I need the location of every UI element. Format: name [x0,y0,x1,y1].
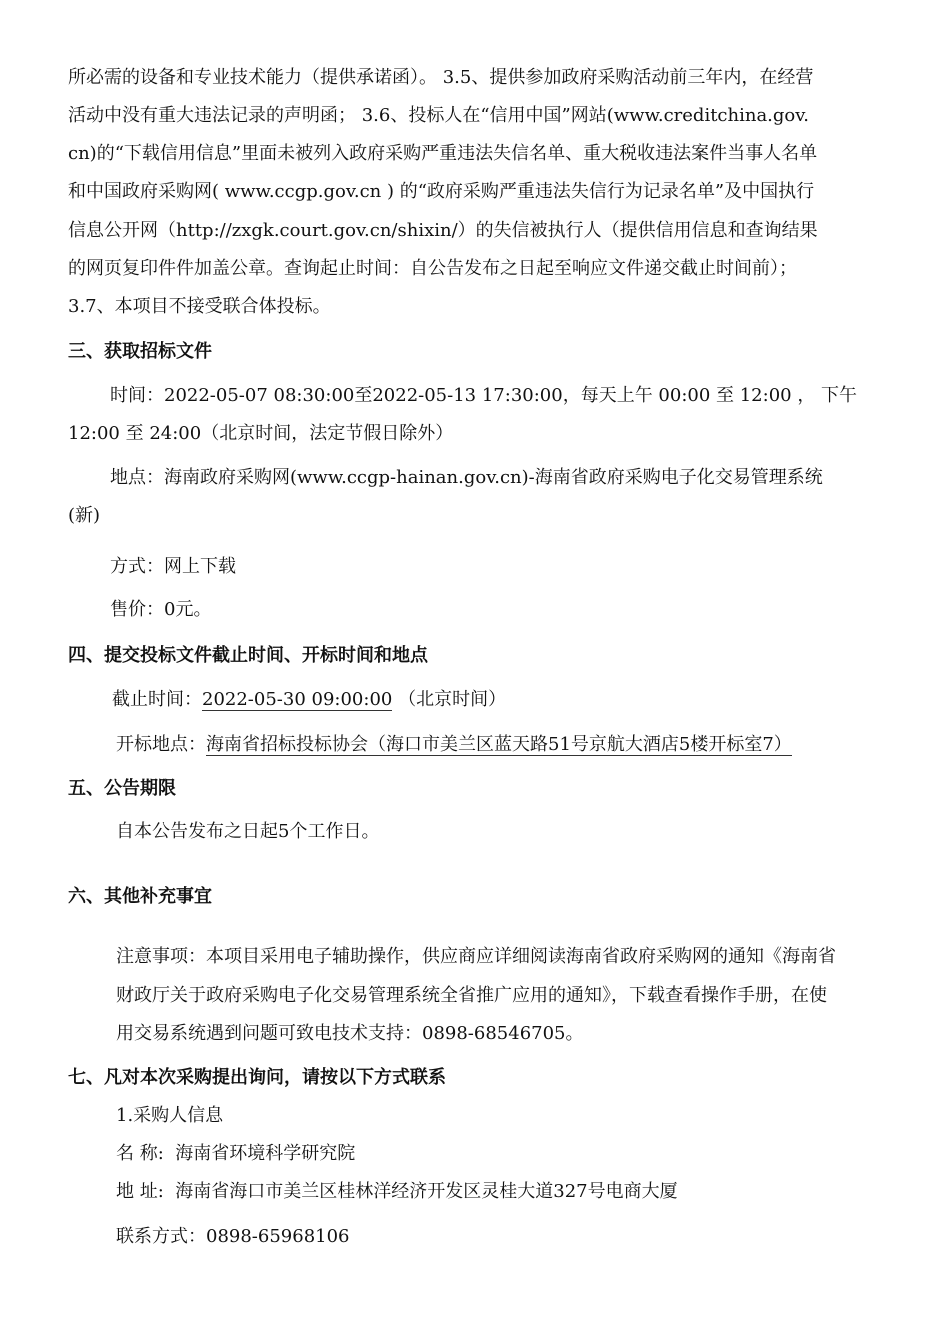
price-line: 售价：0元。 [110,599,212,620]
time-line-2: 12:00 至 24:00（北京时间，法定节假日除外） [68,423,454,444]
name-label: 名 称: [116,1143,164,1164]
para-line: 信息公开网（http://zxgk.court.gov.cn/shixin/）的失信被执行人（提供信用信息和查询结果 [68,220,818,241]
address-value: 海南省海口市美兰区桂林洋经济开发区灵桂大道327号电商大厦 [175,1181,678,1202]
purchaser-contact-line: 联系方式：0898-65968106 [116,1226,350,1247]
deadline-value: 2022-05-30 09:00:00 [202,689,393,710]
section-heading: 五、公告期限 [68,778,176,799]
notice-line: 财政厅关于政府采购电子化交易管理系统全省推广应用的通知》，下载查看操作手册，在使 [116,985,827,1006]
section-heading: 三、获取招标文件 [68,341,212,362]
para-line: 和中国政府采购网( www.ccgp.gov.cn ) 的“政府采购严重违法失信行为记录名单”及中国执行 [68,181,815,202]
para-line: 3.7、本项目不接受联合体投标。 [68,296,331,317]
para-line: 所必需的设备和专业技术能力（提供承诺函）。 3.5、提供参加政府采购活动前三年内，在经营 [68,67,814,88]
purchaser-address-line [116,1180,678,1204]
para-line: 的网页复印件件加盖公章。查询起止时间：自公告发布之日起至响应文件递交截止时间前）； [68,258,797,279]
section-heading: 七、凡对本次采购提出询问，请按以下方式联系 [68,1067,446,1088]
notice-line: 用交易系统遇到问题可致电技术支持：0898-68546705。 [116,1023,584,1044]
section-heading: 四、提交投标文件截止时间、开标时间和地点 [68,645,428,666]
purchaser-info-title: 1.采购人信息 [116,1105,224,1126]
deadline-label: 截止时间： [112,689,202,710]
open-location-line [116,733,792,757]
purchaser-name-line [116,1142,355,1166]
section-heading: 六、其他补充事宜 [68,886,212,907]
deadline-note: （北京时间） [398,689,507,710]
address-label: 地 址: [116,1181,164,1202]
method-line: 方式：网上下载 [110,556,236,577]
notice-line: 注意事项：本项目采用电子辅助操作，供应商应详细阅读海南省政府采购网的通知《海南省 [116,946,836,967]
time-line-1: 时间：2022-05-07 08:30:00至2022-05-13 17:30:00，每天上午 00:00 至 12:00 ， 下午 [110,385,858,406]
name-value: 海南省环境科学研究院 [175,1143,356,1164]
deadline-line [112,688,506,712]
para-line: cn)的“下载信用信息”里面未被列入政府采购严重违法失信名单、重大税收违法案件当事人名单 [68,143,818,164]
place-line-2: (新) [68,505,101,526]
period-text: 自本公告发布之日起5个工作日。 [116,821,380,842]
para-line: 活动中没有重大违法记录的声明函； 3.6、投标人在“信用中国”网站(www.creditchina.gov. [68,105,810,126]
open-location-value: 海南省招标投标协会（海口市美兰区蓝天路51号京航大酒店5楼开标室7） [206,734,792,755]
open-location-label: 开标地点： [116,734,206,755]
place-line-1: 地点：海南政府采购网(www.ccgp-hainan.gov.cn)-海南省政府采购电子化交易管理系统 [110,467,823,488]
